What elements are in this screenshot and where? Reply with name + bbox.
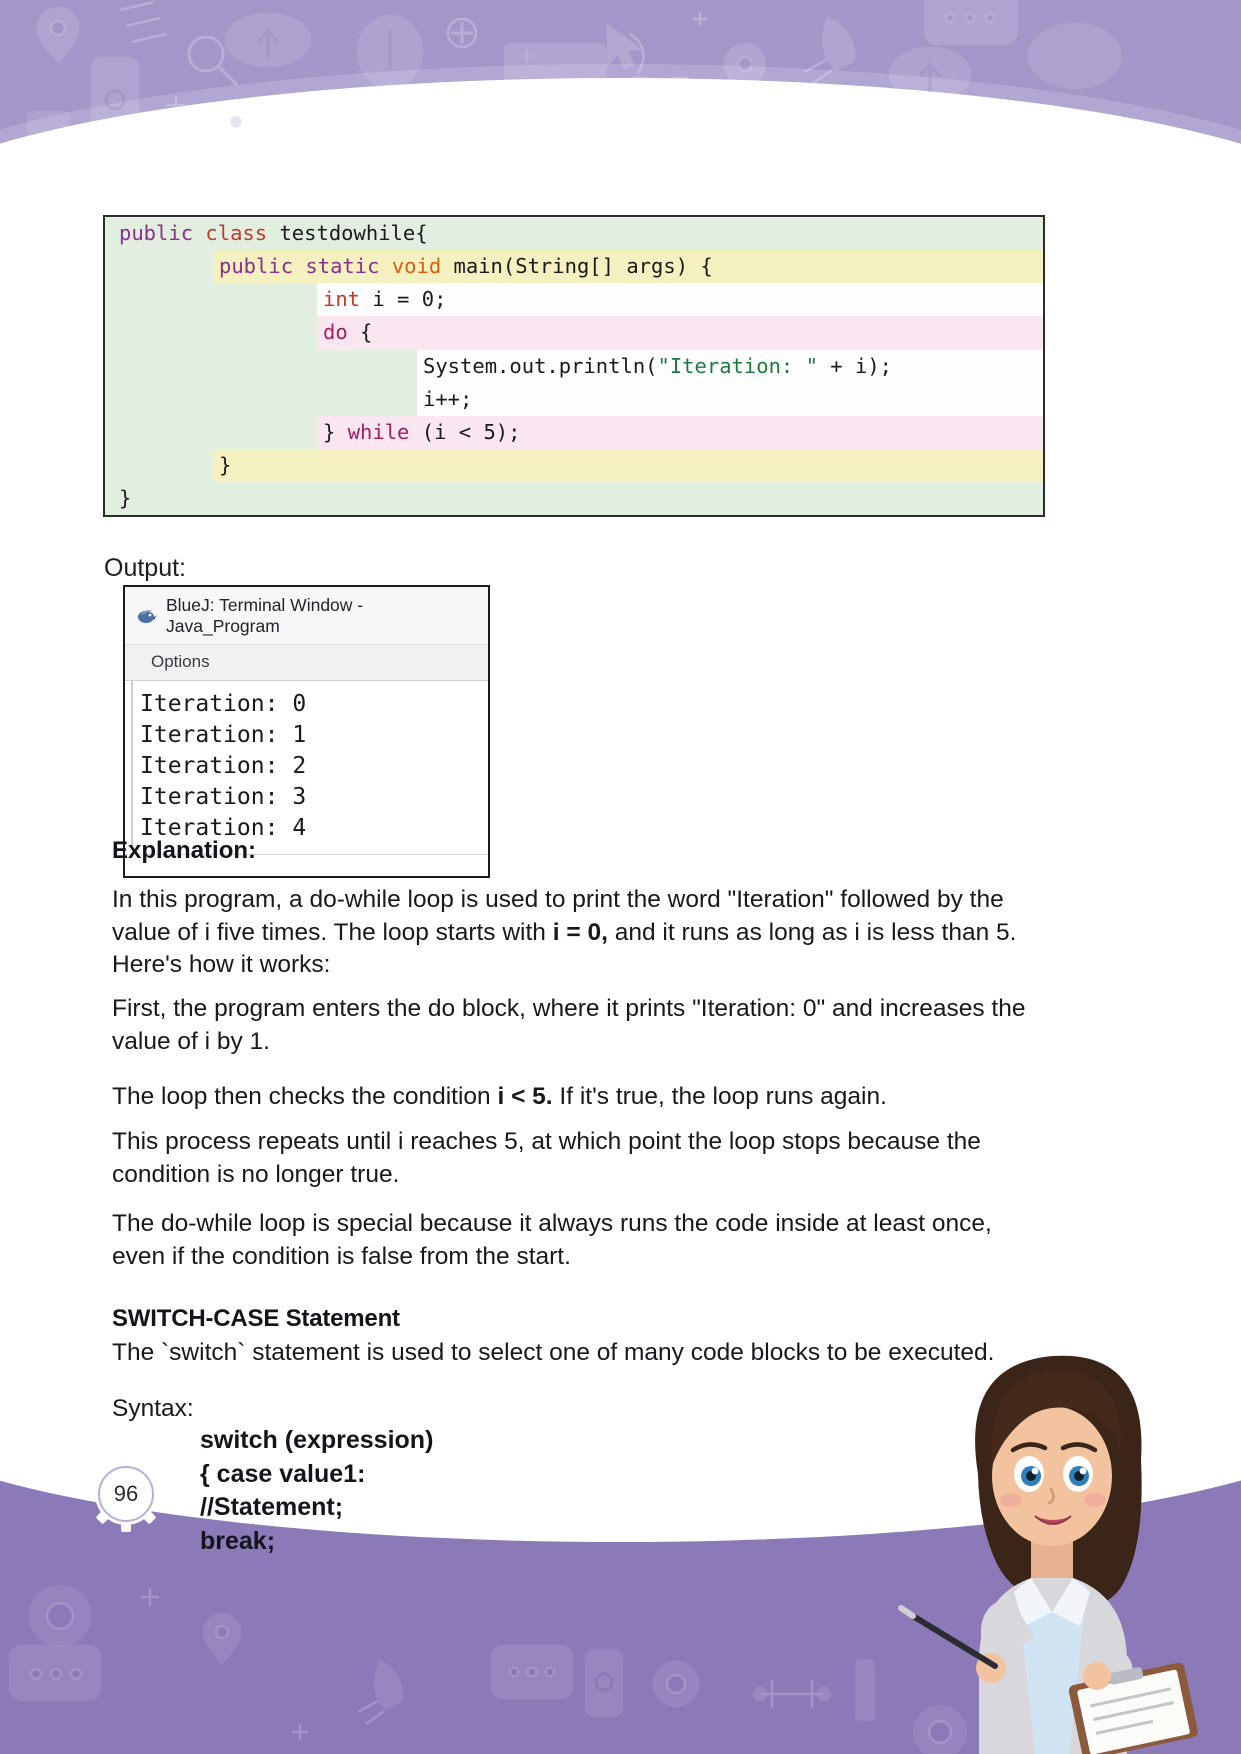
switch-syntax-block (200, 1424, 433, 1558)
syntax-line: switch (expression) (200, 1426, 434, 1454)
java-code-block (103, 215, 1045, 517)
header-doodle-icons (0, 0, 1241, 160)
syntax-line: { case value1: (200, 1459, 366, 1488)
switch-case-heading: SWITCH-CASE Statement (112, 1305, 400, 1332)
explanation-heading: Explanation: (112, 837, 257, 864)
terminal-output-line: Iteration: 1 (140, 722, 307, 749)
code-line: } (105, 482, 1043, 515)
syntax-line: //Statement; (200, 1493, 344, 1521)
switch-case-description: The `switch` statement is used to select one of many code blocks to be executed. (112, 1339, 995, 1366)
code-line: do { (317, 316, 1043, 349)
terminal-title-bar (125, 587, 488, 645)
explanation-paragraph-2: First, the program enters the do block, where it prints "Iteration: 0" and increases the value of i by 1. (112, 995, 1026, 1055)
bluej-app-icon (137, 606, 157, 626)
code-line: System.out.println("Iteration: " + i); (417, 350, 1043, 383)
syntax-line: break; (200, 1526, 276, 1555)
explanation-paragraph-3: The loop then checks the condition i < 5. If it's true, the loop runs again. (112, 1083, 887, 1110)
bluej-terminal-window (123, 585, 490, 878)
page-number-badge (88, 1456, 164, 1532)
explanation-paragraph-4: This process repeats until i reaches 5, at which point the loop stops because the condition is no longer true. (112, 1128, 981, 1188)
code-line: public class testdowhile{ (105, 217, 1043, 250)
terminal-output-line: Iteration: 3 (140, 784, 307, 811)
code-line: public static void main(String[] args) { (213, 250, 1043, 283)
code-line: } (213, 449, 1043, 482)
code-line: i++; (417, 383, 1043, 416)
decorative-header-band (0, 0, 1241, 186)
explanation-paragraph-5: The do-while loop is special because it always runs the code inside at least once, even if the condition is false from the start. (112, 1210, 992, 1270)
code-line: } while (i < 5); (317, 416, 1043, 449)
terminal-output-line: Iteration: 0 (140, 691, 307, 717)
page-number-text: 96 (113, 1481, 139, 1506)
code-line: int i = 0; (317, 283, 1043, 316)
terminal-title-text: BlueJ: Terminal Window - Java_Program (166, 595, 364, 636)
teacher-character-illustration (883, 1324, 1213, 1754)
output-label: Output: (104, 554, 186, 582)
syntax-label: Syntax: (112, 1395, 194, 1422)
explanation-paragraph-1: In this program, a do-while loop is used to print the word "Iteration" followed by the value of i five times. The loop starts with i = 0, and it runs as long as i is less than 5. Here's how it works: (112, 886, 1017, 979)
terminal-output-line: Iteration: 2 (140, 753, 307, 780)
terminal-options-menu[interactable]: Options (125, 645, 488, 681)
terminal-output-line: Iteration: 4 (140, 815, 307, 842)
terminal-output-area (131, 681, 488, 848)
